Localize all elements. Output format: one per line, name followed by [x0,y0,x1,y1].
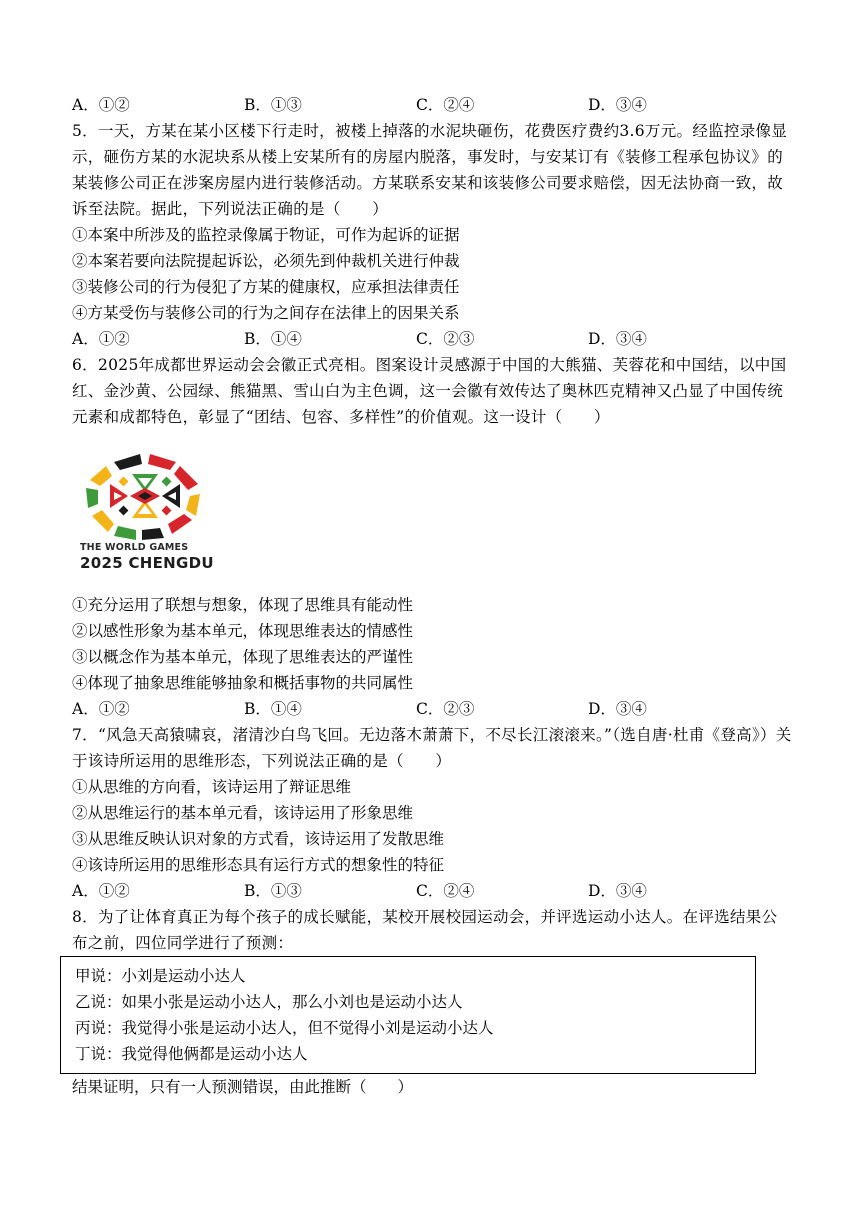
logo-text-line1: THE WORLD GAMES [80,542,189,553]
option-c: C．②③ [416,700,475,718]
prediction-bing: 丙说：我觉得小张是运动小达人，但不觉得小刘是运动小达人 [75,1019,494,1037]
logo-text-line2: 2025 CHENGDU [80,554,214,572]
q7-options [72,878,792,904]
prediction-yi: 乙说：如果小张是运动小达人，那么小刘也是运动小达人 [75,993,463,1011]
q7-item: ①从思维的方向看，该诗运用了辩证思维 [72,778,352,796]
option-a: A．①② [72,882,130,900]
q6-options [72,696,792,722]
q8-stem: 8．为了让体育真正为每个孩子的成长赋能，某校开展校园运动会，并评选运动小达人。在评选结果公布之前，四位同学进行了预测： [72,908,778,952]
q7-item: ③从思维反映认识对象的方式看，该诗运用了发散思维 [72,830,445,848]
option-a: A．①② [72,700,130,718]
option-d: D．③④ [588,330,647,348]
q7-stem: 7．“风急天高猿啸哀，渚清沙白鸟飞回。无边落木萧萧下，不尽长江滚滚来。”（选自唐·杜甫《登高》）关于该诗所运用的思维形态，下列说法正确的是（ ） [72,726,792,770]
world-games-logo [80,454,220,578]
q5-options [72,326,792,352]
prediction-box [60,956,756,1074]
option-b: B．①③ [244,882,302,900]
exam-page [72,92,792,1100]
q6-stem: 6．2025年成都世界运动会会徽正式亮相。图案设计灵感源于中国的大熊猫、芙蓉花和中国结，以中国红、金沙黄、公园绿、熊猫黑、雪山白为主色调，这一会徽有效传达了奥林匹克精神又凸显了中国传统元素和成都特色，彰显了“团结、包容、多样性”的价值观。这一设计（ ） [72,356,787,426]
q7-item: ④该诗所运用的思维形态具有运行方式的想象性的特征 [72,856,445,874]
option-d: D．③④ [588,882,647,900]
option-d: D．③④ [588,700,647,718]
option-b: B．①④ [244,330,302,348]
option-d: D．③④ [588,96,647,114]
option-b: B．①③ [244,96,302,114]
q5-item: ②本案若要向法院提起诉讼，必须先到仲裁机关进行仲裁 [72,252,460,270]
q6-item: ①充分运用了联想与想象，体现了思维具有能动性 [72,596,414,614]
prediction-ding: 丁说：我觉得他俩都是运动小达人 [75,1045,308,1063]
option-c: C．②④ [416,96,475,114]
option-c: C．②④ [416,882,475,900]
prediction-jia: 甲说：小刘是运动小达人 [75,967,246,985]
q6-item: ②以感性形象为基本单元，体现思维表达的情感性 [72,622,414,640]
q6-item: ③以概念作为基本单元，体现了思维表达的严谨性 [72,648,414,666]
option-b: B．①④ [244,700,302,718]
q5-item: ①本案中所涉及的监控录像属于物证，可作为起诉的证据 [72,226,460,244]
q4-options [72,92,792,118]
q5-item: ④方某受伤与装修公司的行为之间存在法律上的因果关系 [72,304,460,322]
q6-item: ④体现了抽象思维能够抽象和概括事物的共同属性 [72,674,414,692]
q5-item: ③装修公司的行为侵犯了方某的健康权，应承担法律责任 [72,278,460,296]
q8-conclusion: 结果证明，只有一人预测错误，由此推断（ ） [72,1078,414,1096]
option-a: A．①② [72,330,130,348]
q5-stem: 5．一天，方某在某小区楼下行走时，被楼上掉落的水泥块砸伤，花费医疗费约3.6万元。经监控录像显示，砸伤方某的水泥块系从楼上安某所有的房屋内脱落，事发时，与安某订有《装修工程承包协议》的某装修公司正在涉案房屋内进行装修活动。方某联系安某和该装修公司要求赔偿，因无法协商一致，故诉至法院。据此，下列说法正确的是（ ） [72,122,788,218]
q7-item: ②从思维运行的基本单元看，该诗运用了形象思维 [72,804,414,822]
option-a: A．①② [72,96,130,114]
option-c: C．②③ [416,330,475,348]
world-games-emblem-icon [80,454,210,540]
